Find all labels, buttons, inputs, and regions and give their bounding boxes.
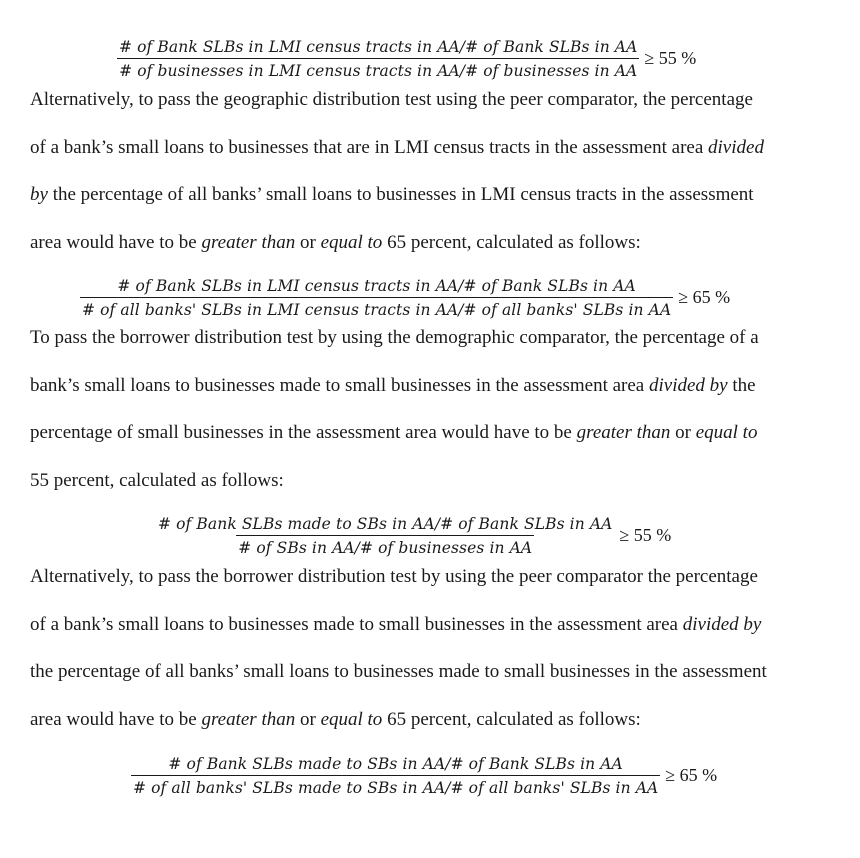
text-line	[30, 124, 835, 172]
fraction-numerator: # of Bank SLBs made to SBs in AA/# of Bank SLBs in AA	[158, 515, 613, 533]
text-line: the percentage of all banks’ small loans to businesses made to small businesses in the assessment	[30, 661, 767, 682]
text-line: Alternatively, to pass the geographic distribution test using the peer comparator, the percentage	[30, 89, 753, 110]
formula-geographic-peer	[80, 277, 730, 319]
emphasis-text: divided by	[682, 613, 762, 635]
emphasis-text: greater than	[201, 708, 296, 730]
text-line	[30, 601, 835, 649]
fraction	[80, 277, 673, 319]
formula-geographic-demographic	[117, 38, 696, 80]
text-run: area would have to be	[30, 231, 202, 253]
inequality-threshold: ≥ 55 %	[619, 524, 672, 545]
inequality-threshold: ≥ 65 %	[665, 764, 718, 785]
fraction-denominator: # of SBs in AA/# of businesses in AA	[236, 535, 534, 557]
emphasis-text: greater than	[201, 231, 296, 253]
text-run: or	[295, 708, 321, 730]
text-line	[30, 171, 835, 219]
formula-borrower-peer	[131, 755, 717, 797]
text-run: 65 percent, calculated as follows:	[382, 708, 641, 730]
text-run: area would have to be	[30, 708, 202, 730]
emphasis-text: by	[30, 184, 48, 205]
inequality-threshold: ≥ 65 %	[678, 286, 731, 307]
text-line	[30, 219, 835, 267]
fraction	[117, 38, 639, 80]
text-run: 65 percent, calculated as follows:	[382, 231, 641, 253]
emphasis-text: divided	[708, 136, 764, 158]
paragraph-borrower-demographic	[30, 314, 835, 504]
text-run: the	[727, 374, 756, 396]
text-run: of a bank’s small loans to businesses that are in LMI census tracts in the assessment area	[30, 136, 709, 158]
text-run: of a bank’s small loans to businesses made to small businesses in the assessment area	[30, 613, 683, 635]
paragraph-geographic-peer	[30, 76, 835, 266]
text-run: bank’s small loans to businesses made to small businesses in the assessment area	[30, 374, 649, 396]
text-run: or	[295, 231, 321, 253]
paragraph-borrower-peer	[30, 553, 835, 743]
emphasis-text: equal to	[320, 231, 383, 253]
fraction-denominator: # of all banks' SLBs in LMI census tracts in AA/# of all banks' SLBs in AA	[80, 297, 673, 319]
fraction	[131, 755, 660, 797]
fraction-denominator: # of businesses in LMI census tracts in AA/# of businesses in AA	[117, 58, 639, 80]
emphasis-text: greater than	[576, 422, 671, 443]
text-line	[30, 696, 835, 744]
text-run: or	[670, 422, 696, 443]
text-run: percentage of small businesses in the assessment area would have to be	[30, 422, 577, 443]
text-line: To pass the borrower distribution test by using the demographic comparator, the percentage of a	[30, 327, 759, 348]
emphasis-text: divided by	[648, 374, 728, 396]
fraction	[156, 515, 614, 557]
text-run: the percentage of all banks’ small loans to businesses in LMI census tracts in the assessment	[47, 184, 754, 205]
text-line: Alternatively, to pass the borrower distribution test by using the peer comparator the percentage	[30, 566, 758, 587]
inequality-threshold: ≥ 55 %	[644, 47, 697, 68]
text-line	[30, 362, 835, 410]
formula-borrower-demographic	[156, 515, 671, 557]
text-line	[30, 409, 835, 457]
emphasis-text: equal to	[695, 422, 758, 443]
fraction-numerator: # of Bank SLBs made to SBs in AA/# of Bank SLBs in AA	[168, 755, 623, 773]
fraction-denominator: # of all banks' SLBs made to SBs in AA/# of all banks' SLBs in AA	[131, 775, 660, 797]
fraction-numerator: # of Bank SLBs in LMI census tracts in AA/# of Bank SLBs in AA	[119, 38, 638, 56]
text-line: 55 percent, calculated as follows:	[30, 469, 284, 491]
fraction-numerator: # of Bank SLBs in LMI census tracts in AA/# of Bank SLBs in AA	[117, 277, 636, 295]
emphasis-text: equal to	[320, 708, 383, 730]
